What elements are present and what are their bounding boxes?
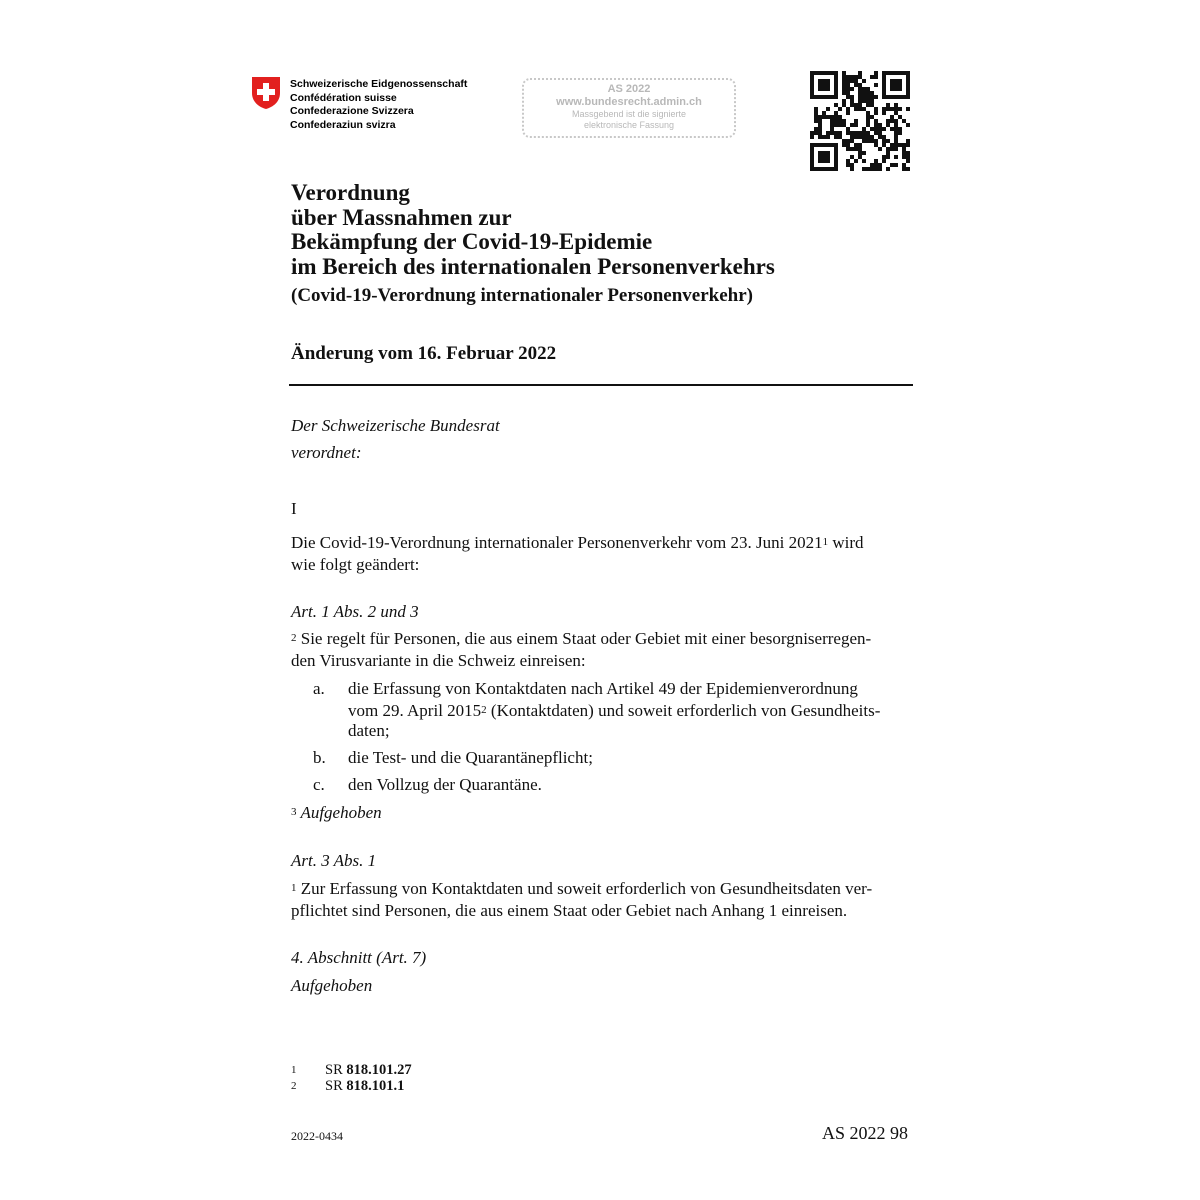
confederation-fr: Confédération suisse: [290, 91, 397, 104]
art1-para-text-1: Sie regelt für Personen, die aus einem Staat oder Gebiet mit einer besorgniserregen-: [296, 629, 872, 648]
list-item-a-text: (Kontaktdaten) und soweit erforderlich von Gesundheits-: [486, 701, 881, 720]
art1-heading: Art. 1 Abs. 2 und 3: [291, 602, 419, 621]
footnote-1-ref[interactable]: 818.101.27: [346, 1062, 412, 1078]
amendment-date: Änderung vom 16. Februar 2022: [291, 343, 557, 364]
preamble-decrees: verordnet:: [291, 443, 362, 462]
document-number: 2022-0434: [291, 1129, 343, 1143]
footnote-2-number: 2: [291, 1080, 297, 1092]
art3-para-number: 1: [291, 882, 297, 894]
swiss-shield-logo: [251, 76, 281, 110]
confederation-it: Confederazione Svizzera: [290, 105, 414, 117]
footnote-ref-2[interactable]: 2: [481, 704, 487, 716]
art3-para-line-1: [291, 878, 872, 900]
art3-heading: Art. 3 Abs. 1: [291, 851, 377, 870]
list-letter-b: b.: [313, 748, 326, 767]
intro-text-end: wird: [828, 533, 864, 552]
official-publication-stamp: [522, 78, 736, 138]
art3-para-line-2: pflichtet sind Personen, die aus einem Staat oder Gebiet nach Anhang 1 einreisen.: [291, 901, 848, 920]
list-item-a-line-3: daten;: [348, 721, 390, 740]
list-item-a-date: vom 29. April 2015: [348, 701, 482, 720]
list-item-a-line-1: die Erfassung von Kontaktdaten nach Artikel 49 der Epidemienverordnung: [348, 679, 858, 698]
art1-abs3-text: Aufgehoben: [296, 803, 382, 822]
art1-para-number: 2: [291, 632, 297, 644]
art1-abs3-number: 3: [291, 806, 297, 818]
title-line-1: Verordnung: [291, 180, 410, 205]
intro-text: Die Covid-19-Verordnung internationaler Personenverkehr vom 23. Juni 2021: [291, 533, 823, 552]
title-line-4: im Bereich des internationalen Personenverkehrs: [291, 253, 775, 279]
list-item-a-line-2: [348, 700, 880, 722]
stamp-url: www.bundesrecht.admin.ch: [556, 96, 702, 108]
footnote-1-number: 1: [291, 1064, 297, 1076]
title-line-2: über Massnahmen zur: [291, 204, 512, 230]
short-title: (Covid-19-Verordnung internationaler Personenverkehr): [291, 285, 753, 306]
title-divider: [289, 384, 913, 386]
document-title: [291, 181, 775, 279]
confederation-de: Schweizerische Eidgenossenschaft: [290, 78, 468, 90]
list-letter-c: c.: [313, 775, 325, 794]
list-item-c: den Vollzug der Quarantäne.: [348, 775, 542, 794]
title-line-3: Bekämpfung der Covid-19-Epidemie: [291, 229, 653, 254]
section4-heading: 4. Abschnitt (Art. 7): [291, 948, 427, 967]
section-numeral: I: [291, 499, 297, 518]
intro-line-2: wie folgt geändert:: [291, 555, 420, 574]
art1-para-line-1: [291, 628, 871, 650]
art3-para-text-1: Zur Erfassung von Kontaktdaten und soweit erforderlich von Gesundheitsdaten ver-: [296, 879, 873, 898]
qr-code-icon: [810, 71, 910, 171]
stamp-as: AS 2022: [607, 83, 651, 95]
stamp-note-2: elektronische Fassung: [583, 120, 675, 130]
preamble-authority: Der Schweizerische Bundesrat: [291, 416, 500, 435]
list-item-b: die Test- und die Quarantänepflicht;: [348, 748, 593, 767]
art1-para-line-2: den Virusvariante in die Schweiz einreisen:: [291, 651, 586, 670]
confederation-name: [290, 78, 467, 132]
intro-line-1: [291, 532, 864, 554]
as-number: AS 2022 98: [822, 1123, 909, 1143]
stamp-note-1: Massgebend ist die signierte: [571, 109, 687, 119]
footnote-2-prefix: SR: [325, 1078, 347, 1094]
footnote-2-ref[interactable]: 818.101.1: [346, 1078, 405, 1094]
confederation-rm: Confederaziun svizra: [290, 118, 396, 131]
art1-abs3: [291, 802, 382, 824]
footnote-2: [291, 1079, 404, 1094]
footnote-1: [291, 1063, 412, 1078]
footnote-1-prefix: SR: [325, 1062, 347, 1078]
list-letter-a: a.: [313, 679, 325, 698]
section4-text: Aufgehoben: [291, 976, 373, 995]
footnote-ref-1[interactable]: 1: [822, 536, 829, 548]
